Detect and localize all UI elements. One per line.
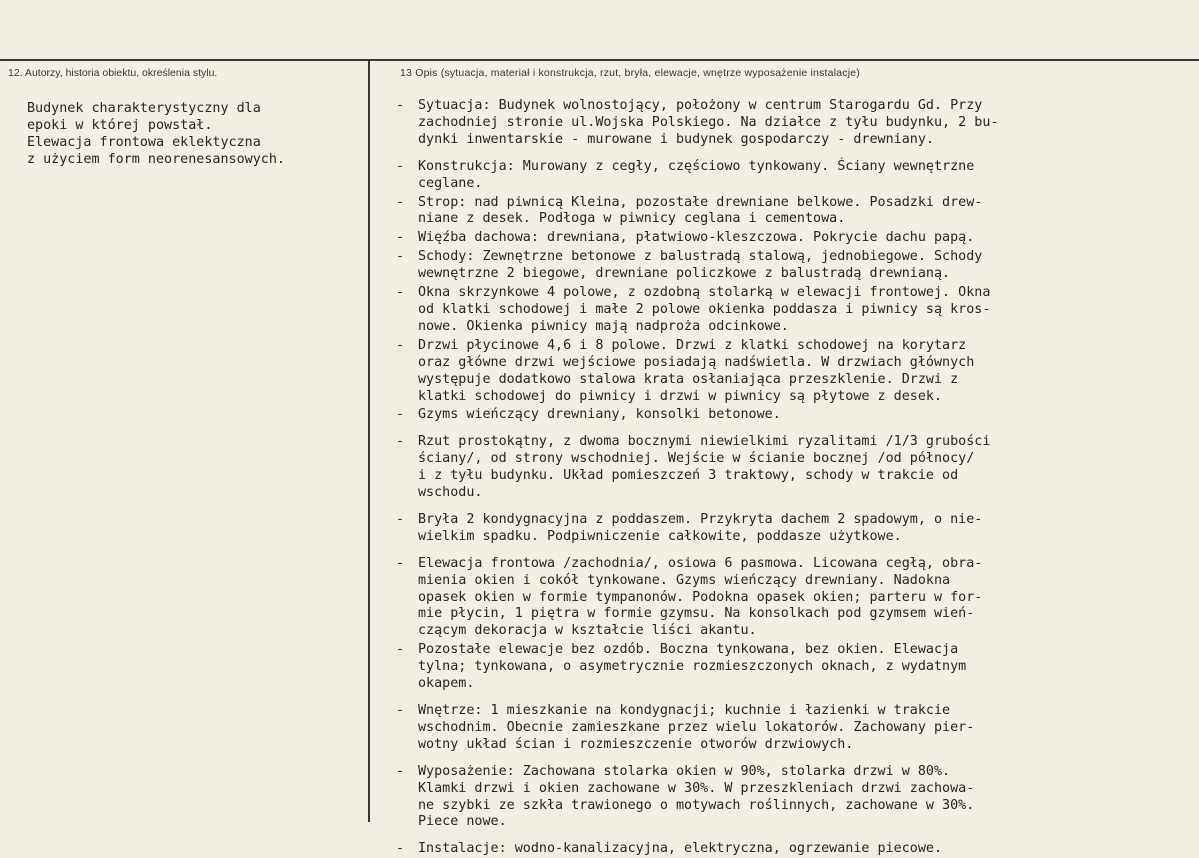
list-item-doors — [396, 338, 1186, 406]
list-item-situation — [396, 98, 1186, 149]
header-divider — [0, 59, 1199, 61]
item-text: Schody: Zewnętrzne betonowe z balustradą stalową, jednobiegowe. Schody wewnętrzne 2 biegowe, drewniane policzkowe z balustradą drewnianą. — [418, 249, 983, 282]
style-description: Budynek charakterystyczny dla epoki w której powstał. Elewacja frontowa eklektyczna z użyciem form neorenesansowych. — [27, 101, 285, 167]
item-text: Strop: nad piwnicą Kleina, pozostałe drewniane belkowe. Posadzki drew- niane z desek. Podłoga w piwnicy ceglana i cementowa. — [418, 194, 983, 227]
item-text: Instalacje: wodno-kanalizacyjna, elektryczna, ogrzewanie piecowe. — [418, 841, 943, 857]
bullet-dash: - — [396, 642, 405, 658]
bullet-dash: - — [396, 337, 405, 353]
list-item-front-elevation — [396, 556, 1186, 641]
list-item-plan — [396, 434, 1186, 502]
list-item-windows — [396, 285, 1186, 336]
list-item-other-elevations — [396, 642, 1186, 693]
bullet-dash: - — [396, 249, 405, 265]
list-item-massing — [396, 512, 1186, 546]
item-text: Bryła 2 kondygnacyjna z poddaszem. Przykryta dachem 2 spadowym, o nie- wielkim spadku. Podpiwniczenie całkowite, poddasze użytkowe. — [418, 511, 983, 544]
bullet-dash: - — [396, 158, 405, 174]
item-text: Gzyms wieńczący drewniany, konsolki betonowe. — [418, 407, 781, 423]
list-item-interior — [396, 703, 1186, 754]
bullet-dash: - — [396, 98, 405, 113]
list-item-stairs — [396, 249, 1186, 283]
section-12-header: 12. Autorzy, historia obiektu, określenia stylu. — [8, 67, 218, 79]
list-item-installations — [396, 841, 1186, 858]
list-item-ceiling — [396, 195, 1186, 229]
item-text: Pozostałe elewacje bez ozdób. Boczna tynkowana, bez okien. Elewacja tylna; tynkowana, o asymetrycznie rozmieszczonych oknach, z wydatnym okapem. — [418, 642, 967, 692]
item-text: Wyposażenie: Zachowana stolarka okien w 90%, stolarka drzwi w 80%. Klamki drzwi i okien zachowane w 30%. W przeszkleniach drzwi zachowa- ne szybki ze szkła trawionego o motywach roślinnych, zachowane w 30%. Piece nowe. — [418, 763, 975, 830]
list-item-equipment — [396, 764, 1186, 832]
bullet-dash: - — [396, 763, 405, 779]
item-text: Więźba dachowa: drewniana, płatwiowo-kleszczowa. Pokrycie dachu papą. — [418, 230, 975, 246]
bullet-dash: - — [396, 703, 405, 718]
building-description — [396, 98, 1186, 858]
list-item-construction — [396, 159, 1186, 193]
list-item-roof-truss — [396, 230, 1186, 247]
bullet-dash: - — [396, 230, 405, 246]
item-text: Rzut prostokątny, z dwoma bocznymi niewielkimi ryzalitami /1/3 grubości ściany/, od strony wschodniej. Wejście w ścianie bocznej /od północy/ i z tyłu budynku. Układ pomieszczeń 3 traktowy, schody w trakcie od wschodu. — [418, 434, 991, 501]
list-item-cornice — [396, 407, 1186, 424]
bullet-dash: - — [396, 407, 405, 423]
bullet-dash: - — [396, 555, 405, 571]
item-text: Okna skrzynkowe 4 polowe, z ozdobną stolarką w elewacji frontowej. Okna od klatki schodowej i małe 2 polowe okienka poddasza i piwnicy są kros- nowe. Okienka piwnicy mają nadproża odcinkowe. — [418, 285, 991, 334]
bullet-dash: - — [396, 194, 405, 210]
bullet-dash: - — [396, 841, 405, 857]
item-text: Konstrukcja: Murowany z cegły, częściowo tynkowany. Ściany wewnętrzne ceglane. — [418, 158, 975, 191]
bullet-dash: - — [396, 511, 405, 527]
item-text: Elewacja frontowa /zachodnia/, osiowa 6 pasmowa. Licowana cegłą, obra- mienia okien i cokół tynkowane. Gzyms wieńczący drewniany. Nadokna opasek okien w formie tympanonów. Podokna opasek okien; parteru w for- mie płycin, 1 piętra w formie gzymsu. Na konsolkach pod gzymsem wień- czącym dekoracja w kształcie liści akantu. — [418, 555, 983, 639]
item-text: Drzwi płycinowe 4,6 i 8 polowe. Drzwi z klatki schodowej na korytarz oraz główne drzwi wejściowe posiadają nadświetla. W drzwiach głównych występuje dodatkowo stalowa krata osłaniająca przeszklenie. Drzwi z klatki schodowej do piwnicy i drzwi w piwnicy są płytowe z desek. — [418, 337, 975, 404]
bullet-dash: - — [396, 285, 405, 301]
bullet-dash: - — [396, 434, 405, 450]
item-text: Sytuacja: Budynek wolnostojący, położony w centrum Starogardu Gd. Przy zachodniej stronie ul.Wojska Polskiego. Na działce z tyłu budynku, 2 bu- dynki inwentarskie - murowane i budynek gospodarczy - drewniany. — [418, 98, 999, 147]
section-13-header: 13 Opis (sytuacja, materiał i konstrukcja, rzut, bryła, elewacje, wnętrze wyposażenie instalacje) — [400, 67, 860, 79]
item-text: Wnętrze: 1 mieszkanie na kondygnacji; kuchnie i łazienki w trakcie wschodnim. Obecnie zamieszkane przez wielu lokatorów. Zachowany pier- wotny układ ścian i rozmieszczenie otworów drzwiowych. — [418, 703, 975, 752]
column-divider — [368, 60, 370, 822]
